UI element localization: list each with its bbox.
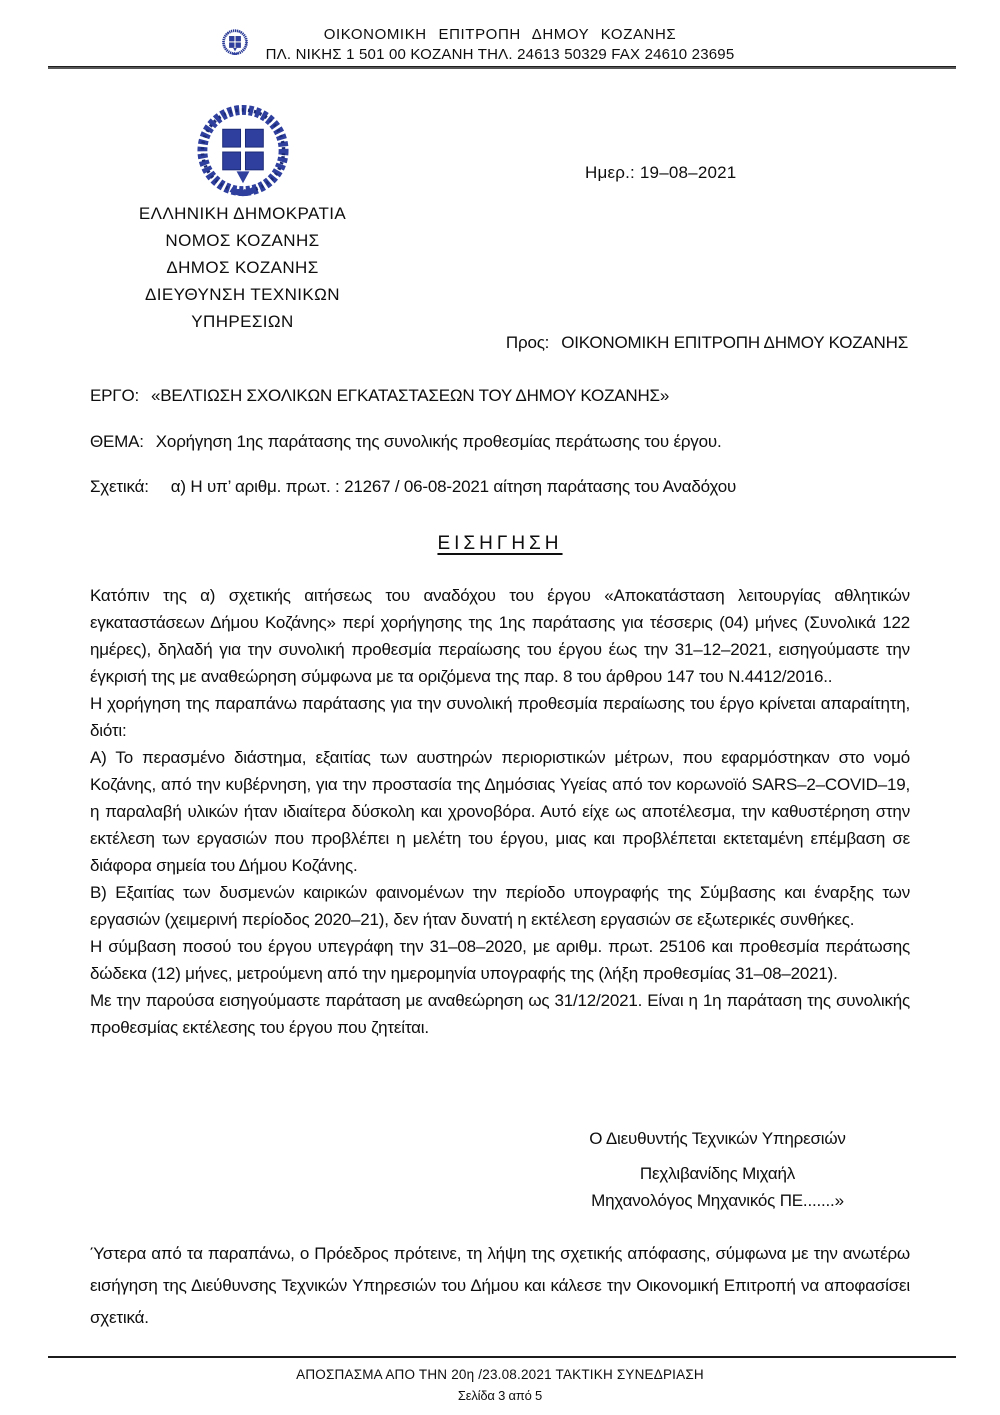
reference-label: Σχετικά:	[90, 477, 149, 496]
signature-title: Μηχανολόγος Μηχανικός ΠΕ.......»	[591, 1191, 844, 1210]
letterhead	[0, 25, 1000, 65]
body-paragraph: Κατόπιν της α) σχετικής αιτήσεως του αναδόχου του έργου «Αποκατάσταση λειτουργίας αθλητικών εγκαταστάσεων Δήμου Κοζάνης» περί χορήγησης της 1ης παράτασης για τέσσερις (04) μήνες (Συνολικά 122 ημέρες), δηλαδή για την συνολική προθεσμία περαίωσης του έργου έως την 31–12–2021, εισηγούμαστε την έγκρισή της με αναθεώρηση σύμφωνα με τα οριζόμενα της παρ. 8 του άρθρου 147 του Ν.4412/2016..	[90, 586, 910, 686]
reference-value: α) Η υπ’ αριθμ. πρωτ. : 21267 / 06-08-2021 αίτηση παράτασης του Αναδόχου	[170, 477, 737, 496]
agency-line: ΥΠΗΡΕΣΙΩΝ	[191, 312, 294, 331]
closing-paragraph: Ύστερα από τα παραπάνω, ο Πρόεδρος πρότεινε, τη λήψη της σχετικής απόφασης, σύμφωνα με την ανωτέρω εισήγηση της Διεύθυνσης Τεχνικών Υπηρεσιών του Δήμου και κάλεσε την Οικονομική Επιτροπή να αποφασίσει σχετικά.	[90, 1244, 910, 1327]
letterhead-address: ΠΛ. ΝΙΚΗΣ 1 501 00 ΚΟΖΑΝΗ ΤΗΛ. 24613 50329 FAX 24610 23695	[265, 46, 735, 63]
body-paragraph: Β) Εξαιτίας των δυσμενών καιρικών φαινομένων την περίοδο υπογραφής της Σύμβασης και έναρξης των εργασιών (χειμερινή περίοδος 2020–21), δεν ήταν δυνατή η εκτέλεση εργασιών σε εξωτερικές συνθήκες.	[90, 883, 910, 929]
section-title: ΕΙΣΗΓΗΣΗ	[437, 533, 563, 554]
project-value: «ΒΕΛΤΙΩΣΗ ΣΧΟΛΙΚΩΝ ΕΓΚΑΤΑΣΤΑΣΕΩΝ ΤΟΥ ΔΗΜΟΥ ΚΟΖΑΝΗΣ»	[151, 386, 670, 405]
signature-role: Ο Διευθυντής Τεχνικών Υπηρεσιών	[589, 1129, 846, 1148]
agency-line: ΔΗΜΟΣ ΚΟΖΑΝΗΣ	[166, 258, 319, 277]
agency-line: ΕΛΛΗΝΙΚΗ ΔΗΜΟΚΡΑΤΙΑ	[138, 204, 347, 223]
signature-block	[545, 1125, 890, 1214]
greek-coat-of-arms-icon	[221, 29, 249, 57]
greek-coat-of-arms-emblem	[193, 104, 293, 203]
section-title-wrap	[0, 533, 1000, 555]
body-paragraph: Α) Το περασμένο διάστημα, εξαιτίας των αυστηρών περιοριστικών μέτρων, που εφαρμόστηκαν στο νομό Κοζάνης, από την κυβέρνηση, για την προστασία της Δημόσιας Υγείας από τον κορωνοϊό SARS–2–COVID–19, η παραλαβή υλικών ήταν ιδιαίτερα δύσκολη και χρονοβόρα. Αυτό είχε ως αποτέλεσμα, την καθυστέρηση στην εκτέλεση των εργασιών που προβλέπει η μελέτη του έργου, μιας και προβλέπεται εκτεταμένη επέμβαση σε διάφορα σημεία του Δήμου Κοζάνης.	[90, 748, 910, 875]
subject-label: ΘΕΜΑ:	[90, 432, 144, 451]
footer-divider	[48, 1356, 956, 1358]
agency-line: ΔΙΕΥΘΥΝΣΗ ΤΕΧΝΙΚΩΝ	[145, 285, 340, 304]
project-label: ΕΡΓΟ:	[90, 386, 139, 405]
document-date: Ημερ.: 19–08–2021	[585, 163, 737, 182]
recipient-value: ΟΙΚΟΝΟΜΙΚΗ ΕΠΙΤΡΟΠΗ ΔΗΜΟΥ ΚΟΖΑΝΗΣ	[561, 333, 908, 352]
letterhead-divider	[48, 66, 956, 69]
body-paragraph: Η χορήγηση της παραπάνω παράτασης για την συνολική προθεσμία περαίωσης του έργο κρίνεται απαραίτητη, διότι:	[90, 694, 910, 740]
recipient-label: Προς:	[505, 333, 550, 352]
agency-line: ΝΟΜΟΣ ΚΟΖΑΝΗΣ	[165, 231, 320, 250]
recipient-line	[506, 333, 908, 353]
body-paragraph: Η σύμβαση ποσού του έργου υπεγράφη την 31–08–2020, με αριθμ. πρωτ. 25106 και προθεσμία περάτωσης δώδεκα (12) μήνες, μετρούμενη από την ημερομηνία υπογραφής της (λήξη προθεσμίας 31–08–2021).	[90, 937, 910, 983]
reference-row	[90, 477, 910, 497]
page-footer	[0, 1364, 1000, 1406]
body-text	[90, 582, 910, 1041]
subject-value: Χορήγηση 1ης παράτασης της συνολικής προθεσμίας περάτωσης του έργου.	[155, 432, 722, 451]
letterhead-committee: ΟΙΚΟΝΟΜΙΚΗ ΕΠΙΤΡΟΠΗ ΔΗΜΟΥ ΚΟΖΑΝΗΣ	[323, 26, 677, 43]
footer-page-number: Σελίδα 3 από 5	[457, 1388, 543, 1403]
body-paragraph: Με την παρούσα εισηγούμαστε παράταση με αναθεώρηση ως 31/12/2021. Είναι η 1η παράταση της συνολικής προθεσμίας εκτέλεσης του έργου που ζητείται.	[90, 991, 910, 1037]
footer-session-line: ΑΠΟΣΠΑΣΜΑ ΑΠΟ ΤΗΝ 20η /23.08.2021 ΤΑΚΤΙΚΗ ΣΥΝΕΔΡΙΑΣΗ	[296, 1367, 704, 1382]
subject-row	[90, 432, 910, 452]
agency-block	[90, 200, 395, 335]
signature-name: Πεχλιβανίδης Μιχαήλ	[639, 1164, 796, 1183]
project-row	[90, 386, 910, 406]
